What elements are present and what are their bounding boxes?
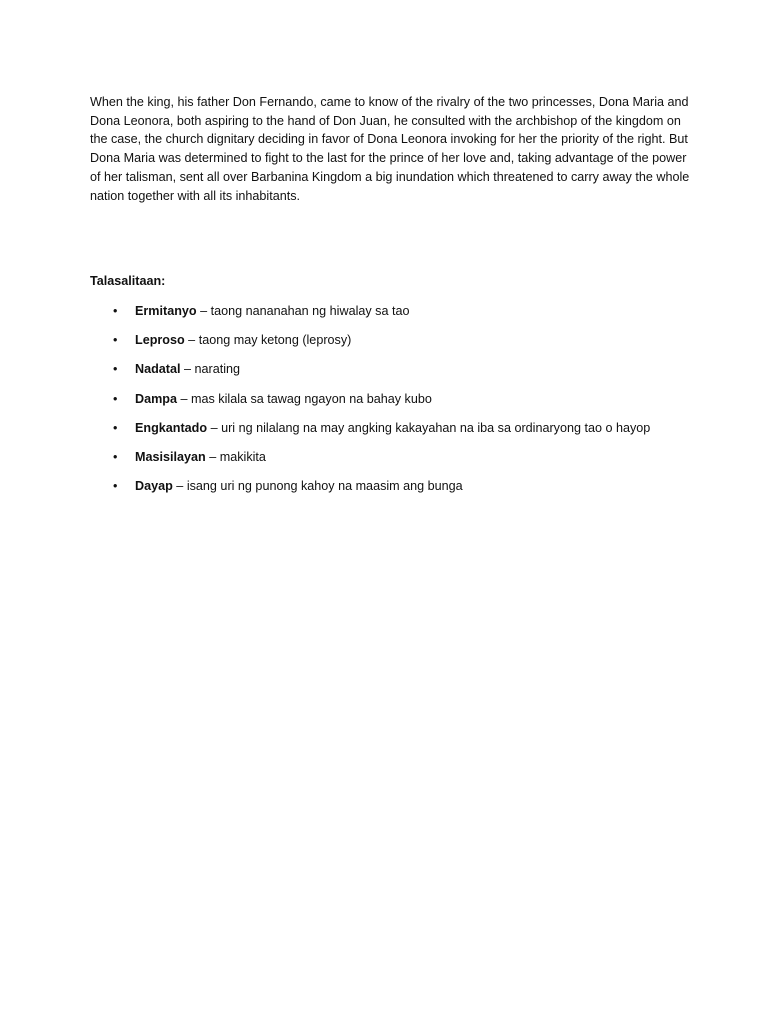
vocab-separator: – xyxy=(196,304,211,318)
vocab-entry xyxy=(135,477,463,495)
vocab-separator: – xyxy=(184,333,199,348)
vocab-entry xyxy=(135,448,266,466)
vocab-term: Dayap xyxy=(135,479,173,494)
vocab-term: Dampa xyxy=(135,391,177,406)
vocab-heading: Talasalitaan: xyxy=(90,274,166,288)
list-item xyxy=(0,360,768,389)
story-paragraph: When the king, his father Don Fernando, came to know of the rivalry of the two princesses, Dona Maria and Dona Leonora, both aspiring to the hand of Don Juan, he consulted with the archbishop of the kingdom on the case, the church dignitary deciding in favor of Dona Leonora invoking for her the priority of the right. But Dona Maria was determined to fight to the last for the prince of her love and, taking advantage of the power of her talisman, sent all over Barbanina Kingdom a big inundation which threatened to carry away the whole nation together with all its inhabitants. xyxy=(90,95,690,203)
vocab-separator: – xyxy=(180,362,195,377)
vocab-definition: narating xyxy=(194,362,241,377)
list-item xyxy=(0,419,768,448)
vocab-term: Ermitanyo xyxy=(135,304,197,318)
vocab-list xyxy=(0,302,768,506)
bullet-icon: • xyxy=(113,479,118,494)
vocab-term: Nadatal xyxy=(135,362,181,377)
vocab-definition: makikita xyxy=(219,449,266,464)
bullet-icon: • xyxy=(113,333,118,348)
bullet-icon: • xyxy=(113,449,118,464)
vocab-definition: taong nananahan ng hiwalay sa tao xyxy=(210,304,410,318)
list-item xyxy=(0,448,768,477)
bullet-icon: • xyxy=(113,420,118,435)
vocab-definition: uri ng nilalang na may angking kakayahan na iba sa ordinaryong tao o hayop xyxy=(221,420,651,435)
list-item xyxy=(0,302,768,331)
vocab-definition: mas kilala sa tawag ngayon na bahay kubo xyxy=(191,391,432,406)
vocab-definition: isang uri ng punong kahoy na maasim ang bunga xyxy=(186,479,463,494)
vocab-entry xyxy=(135,302,409,320)
bullet-icon: • xyxy=(113,304,118,318)
vocab-term: Leproso xyxy=(135,333,185,348)
bullet-icon: • xyxy=(113,391,118,406)
vocab-separator: – xyxy=(172,479,187,494)
bullet-icon: • xyxy=(113,362,118,377)
vocab-separator: – xyxy=(205,449,220,464)
vocab-entry xyxy=(135,360,240,378)
vocab-term: Engkantado xyxy=(135,420,208,435)
vocab-entry xyxy=(135,331,351,349)
vocab-separator: – xyxy=(177,391,192,406)
list-item xyxy=(0,390,768,419)
list-item xyxy=(0,477,768,506)
vocab-definition: taong may ketong (leprosy) xyxy=(198,333,352,348)
vocab-entry xyxy=(135,419,650,437)
list-item xyxy=(0,331,768,360)
vocab-separator: – xyxy=(207,420,222,435)
vocab-entry xyxy=(135,390,432,408)
vocab-term: Masisilayan xyxy=(135,449,206,464)
